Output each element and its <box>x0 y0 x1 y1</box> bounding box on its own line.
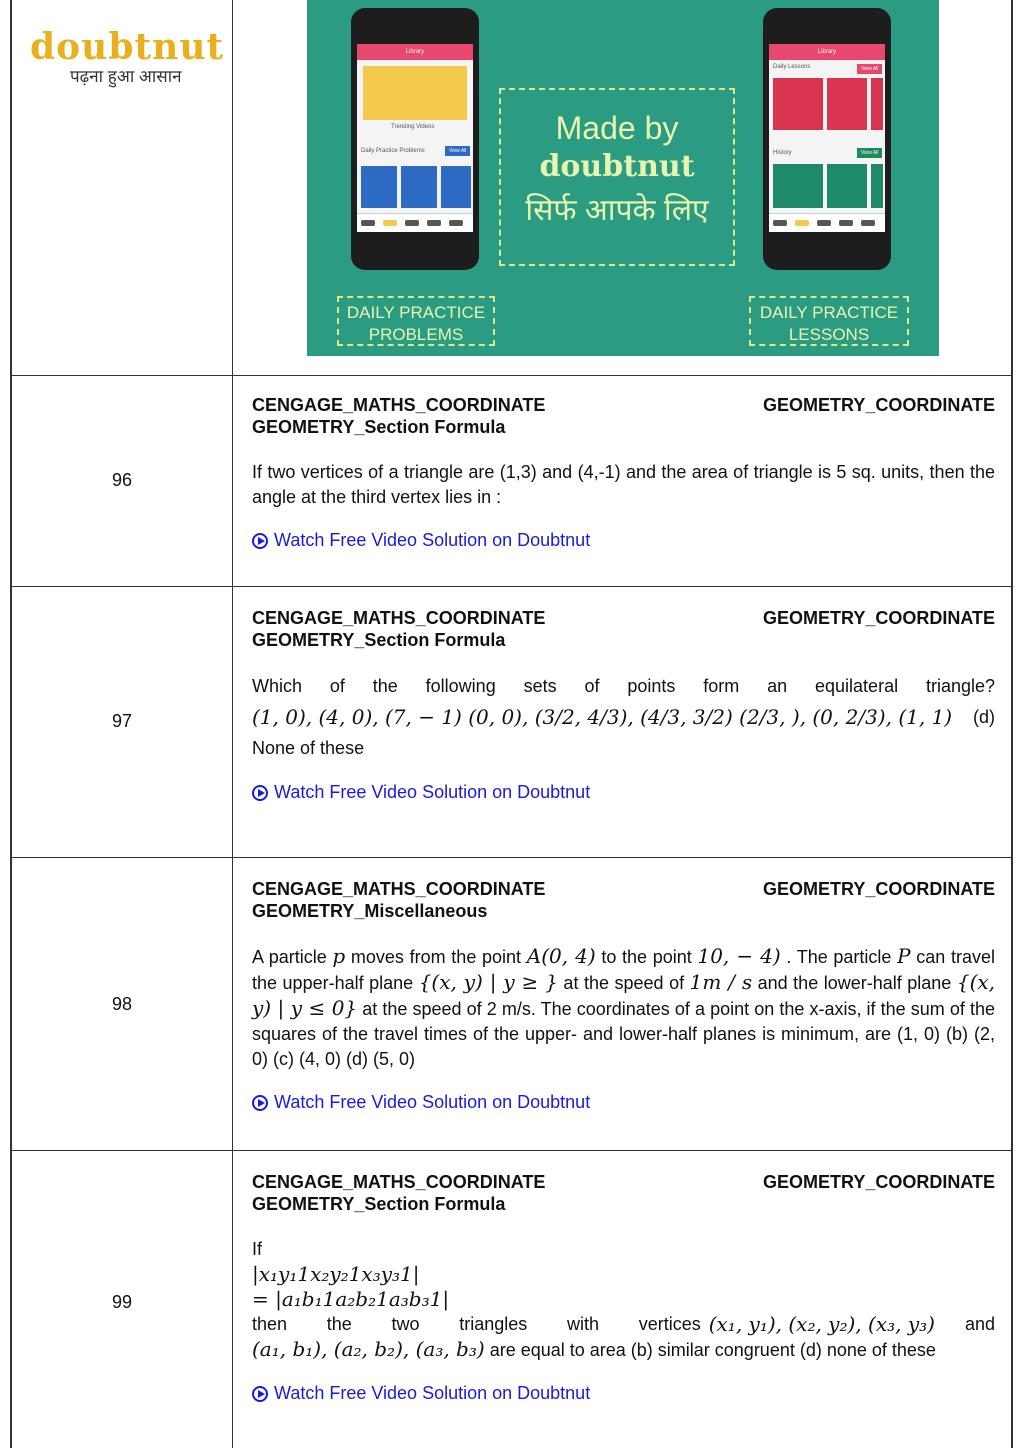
phone-mockup-left <box>351 8 479 270</box>
phone-bottom-nav <box>357 213 473 232</box>
watch-video-link[interactable] <box>252 782 995 803</box>
question-text <box>252 1237 995 1363</box>
math-run: {(x, y) | y ≤ 0} <box>252 970 996 1020</box>
text-run: at the speed of 2 m/s. The coordinates of a point on the x-axis, if the sum of the squares of the travel times of the upper- and lower-half planes is minimum, are (1, 0) (b) (2, 0) (c) (4, 0) (d) (5, 0) <box>252 999 995 1069</box>
watch-video-link[interactable] <box>252 530 995 551</box>
watch-video-link[interactable] <box>252 1092 995 1113</box>
math-run: (a₁, b₁), (a₂, b₂), (a₃, b₃) <box>252 1337 485 1361</box>
source-left: CENGAGE_MATHS_COORDINATE <box>252 1172 546 1192</box>
question-99 <box>252 1171 995 1404</box>
math-run: 1m / s <box>689 970 753 994</box>
phone-view-all: View All <box>445 146 470 156</box>
row-divider <box>12 1150 1011 1151</box>
math-run: A(0, 4) <box>526 944 596 968</box>
daily-problems-caption: DAILY PRACTICE PROBLEMS <box>337 296 495 346</box>
play-icon <box>252 785 268 801</box>
text-run: and <box>964 1314 995 1334</box>
phone-section-label: Daily Practice Problems <box>361 148 425 154</box>
column-divider <box>232 0 233 1448</box>
math-run: |x₁y₁1x₂y₂1x₃y₃1| <box>252 1262 420 1286</box>
text-run: and the lower-half plane <box>752 973 957 993</box>
made-by-brand: doubtnut <box>539 149 695 184</box>
logo-wordmark <box>30 26 225 68</box>
worksheet-table <box>10 0 1013 1448</box>
phone-screen <box>769 44 885 232</box>
math-run: p <box>332 944 346 968</box>
row-divider <box>12 857 1011 858</box>
question-source <box>252 607 995 651</box>
doubtnut-logo <box>30 26 225 87</box>
question-source <box>252 1171 995 1215</box>
question-number: 99 <box>111 1292 133 1312</box>
made-by-text: Made by <box>555 110 679 146</box>
watch-video-link[interactable] <box>252 1383 995 1404</box>
play-icon <box>252 533 268 549</box>
text-run: then the two triangles with vertices <box>252 1314 701 1334</box>
logo-text: doubtnut <box>30 26 225 68</box>
made-by-box <box>499 88 735 266</box>
question-source <box>252 878 995 922</box>
source-left: CENGAGE_MATHS_COORDINATE <box>252 879 546 899</box>
text-run: A particle <box>252 947 333 967</box>
watch-label[interactable]: Watch Free Video Solution on Doubtnut <box>274 1092 591 1112</box>
promo-banner[interactable] <box>307 0 939 356</box>
math-run: {(x, y) | y ≥ } <box>418 970 558 994</box>
source-left: CENGAGE_MATHS_COORDINATE <box>252 395 546 415</box>
phone-card <box>773 78 823 130</box>
phone-app-bar: Library <box>357 44 473 60</box>
question-98 <box>252 878 995 1113</box>
question-source <box>252 394 995 438</box>
source-right: GEOMETRY_COORDINATE <box>762 879 995 899</box>
phone-card <box>441 166 471 208</box>
source-topic: GEOMETRY_Section Formula <box>252 1194 506 1214</box>
phone-card <box>827 78 867 130</box>
question-number: 98 <box>111 994 133 1014</box>
phone-card <box>773 164 823 208</box>
phone-section-label: Daily Lessons <box>773 64 811 70</box>
phone-card <box>401 166 437 208</box>
source-left: CENGAGE_MATHS_COORDINATE <box>252 608 546 628</box>
phone-view-all: View All <box>857 64 882 74</box>
row-divider <box>12 586 1011 587</box>
source-right: GEOMETRY_COORDINATE <box>762 395 995 415</box>
watch-label[interactable]: Watch Free Video Solution on Doubtnut <box>274 1383 591 1403</box>
question-text <box>252 944 995 1072</box>
text-run: at the speed of <box>557 973 690 993</box>
source-topic: GEOMETRY_Section Formula <box>252 417 506 437</box>
row-divider <box>12 375 1011 376</box>
made-by-hindi: सिर्फ आपके लिए <box>525 194 709 227</box>
math-run: = |a₁b₁1a₂b₂1a₃b₃1| <box>252 1287 450 1311</box>
play-icon <box>252 1095 268 1111</box>
question-97 <box>252 607 995 803</box>
text-run: to the point <box>595 947 698 967</box>
text-run: are equal to area (b) similar congruent (d) none of these <box>484 1340 936 1360</box>
question-text-line: Which of the following sets of points form an equilateral triangle? <box>252 676 995 696</box>
play-icon <box>252 1386 268 1402</box>
option-label: (d) <box>973 707 995 727</box>
question-text-line: None of these <box>252 738 365 758</box>
phone-card <box>827 164 867 208</box>
math-run: 10, − 4) <box>697 944 781 968</box>
watch-label[interactable]: Watch Free Video Solution on Doubtnut <box>274 782 591 802</box>
question-number: 96 <box>111 470 133 490</box>
phone-screen <box>357 44 473 232</box>
watch-label[interactable]: Watch Free Video Solution on Doubtnut <box>274 530 591 550</box>
math-run: (x₁, y₁), (x₂, y₂), (x₃, y₃) <box>708 1312 935 1336</box>
phone-card <box>871 164 883 208</box>
phone-app-bar: Library <box>769 44 885 60</box>
phone-section-label: History <box>773 150 792 156</box>
text-run: . The particle <box>780 947 898 967</box>
source-right: GEOMETRY_COORDINATE <box>762 1172 995 1192</box>
source-topic: GEOMETRY_Section Formula <box>252 630 506 650</box>
phone-card <box>361 166 397 208</box>
question-text: If two vertices of a triangle are (1,3) and (4,-1) and the area of triangle is 5 sq. units, then the angle at the third vertex lies in : <box>252 462 995 507</box>
phone-mockup-right <box>763 8 891 270</box>
logo-tagline: पढ़ना हुआ आसान <box>70 67 182 86</box>
text-run: can travel the upper-half plane <box>252 947 996 993</box>
question-math: (1, 0), (4, 0), (7, − 1) (0, 0), (3/2, 4/3), (4/3, 3/2) (2/3, ), (0, 2/3), (1, 1) <box>252 705 953 729</box>
question-96 <box>252 394 995 551</box>
phone-view-all: View All <box>857 148 882 158</box>
text-run: moves from the point <box>345 947 527 967</box>
daily-lessons-caption: DAILY PRACTICE LESSONS <box>749 296 909 346</box>
phone-card <box>363 66 467 120</box>
source-topic: GEOMETRY_Miscellaneous <box>252 901 488 921</box>
question-number: 97 <box>111 711 133 731</box>
phone-section-label: Trending Videos <box>391 124 435 130</box>
phone-card <box>871 78 883 130</box>
math-run: P <box>897 944 911 968</box>
phone-bottom-nav <box>769 213 885 232</box>
text-run: If <box>252 1239 263 1259</box>
source-right: GEOMETRY_COORDINATE <box>762 608 995 628</box>
question-text <box>252 673 995 762</box>
